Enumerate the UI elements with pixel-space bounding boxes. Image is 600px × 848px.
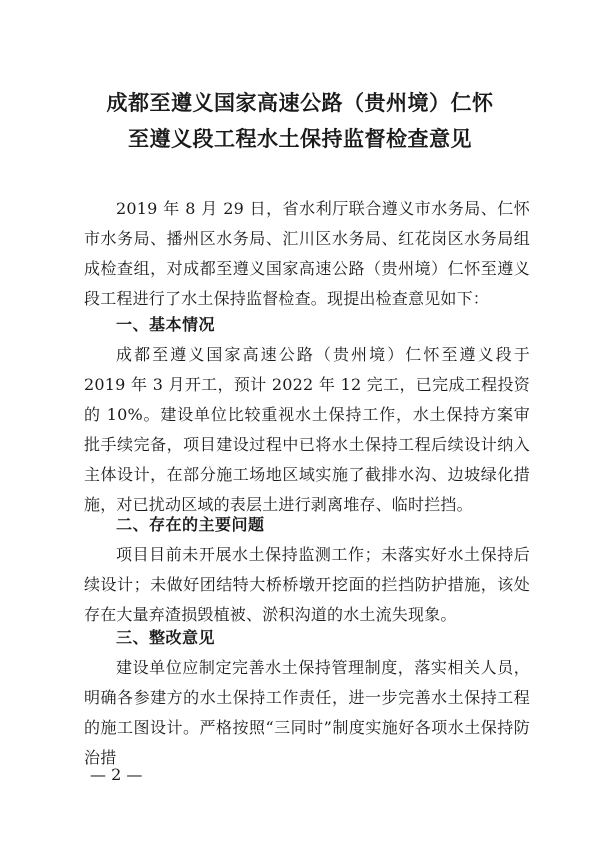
document-title-line-1: 成都至遵义国家高速公路（贵州境）仁怀 [106, 90, 494, 115]
section-body-basic-info: 成都至遵义国家高速公路（贵州境）仁怀至遵义段于 2019 年 3 月开工，预计 2022 年 12 完工，已完成工程投资的 10%。建设单位比较重视水土保持工作，水土保持方案审批手续完备，项目建设过程中已将水土保持工程后续设计纳入主体设计，在部分施工场地区域实施了截排水沟、边坡绿化措施，对已扰动区域的表层土进行剥离堆存、临时拦挡。 [84, 345, 530, 514]
intro-paragraph: 2019 年 8 月 29 日，省水利厅联合遵义市水务局、仁怀市水务局、播州区水务局、汇川区水务局、红花岗区水务局组成检查组，对成都至遵义国家高速公路（贵州境）仁怀至遵义段工程进行了水土保持监督检查。现提出检查意见如下： [84, 199, 530, 308]
page-number: — 2 — [90, 765, 143, 784]
section-heading-rectification: 三、整改意见 [116, 628, 216, 647]
section-heading-problems: 二、存在的主要问题 [116, 515, 265, 534]
section-heading-basic-info: 一、基本情况 [116, 315, 216, 334]
section-body-problems: 项目目前未开展水土保持监测工作；未落实好水土保持后续设计；未做好团结特大桥桥墩开挖面的拦挡防护措施，该处存在大量弃渣损毁植被、淤积沟道的水土流失现象。 [84, 545, 530, 624]
document-title-line-2: 至遵义段工程水土保持监督检查意见 [128, 126, 472, 151]
section-body-rectification: 建设单位应制定完善水土保持管理制度，落实相关人员，明确各参建方的水土保持工作责任，进一步完善水土保持工程的施工图设计。严格按照“三同时”制度实施好各项水土保持防治措 [84, 658, 530, 767]
